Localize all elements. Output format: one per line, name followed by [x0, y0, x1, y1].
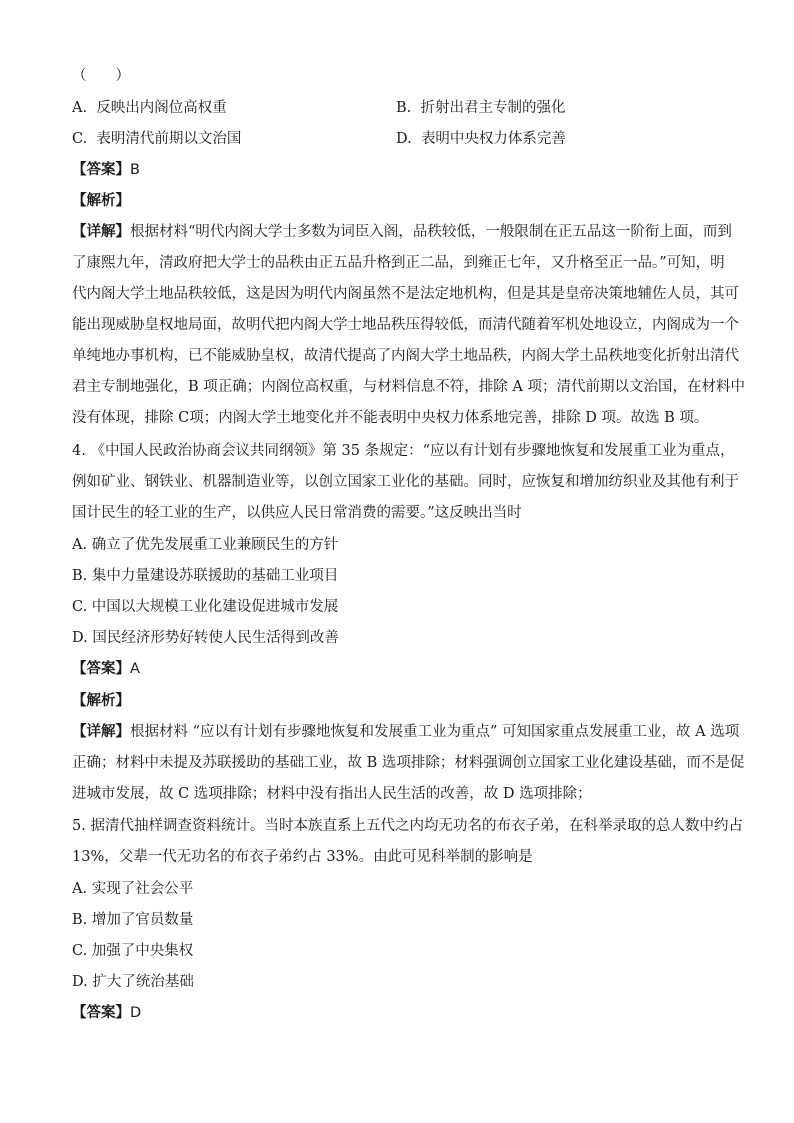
answer-row: [72, 1003, 141, 1023]
detail-line: 【详解】根据材料“明代内阁大学士多数为词臣入阁，品秩较低，一般限制在正五品这一阶衔上面，而到: [72, 224, 732, 240]
question-stem: 国计民生的轻工业的生产，以供应人民日常消费的需要。”这反映出当时: [72, 505, 522, 521]
detail-line: 正确；材料中未提及苏联援助的基础工业，故 B 选项排除；材料强调创立国家工业化建设基础，而不是促: [72, 755, 745, 771]
detail-line: 单纯地办事机构，已不能威胁皇权，故清代提高了内阁大学土地品秩，内阁大学土品秩地变化折射出清代: [72, 348, 739, 364]
option-d: D. 扩大了统治基础: [72, 974, 194, 990]
answer-value: D: [130, 1005, 142, 1021]
answer-row: [72, 160, 140, 180]
detail-tag: 【详解】: [72, 224, 130, 240]
option-d: [396, 129, 566, 149]
detail-line: 了康熙九年，清政府把大学士的品秩由正五品升格到正二品，到雍正七年，又升格至正一品。”可知，明: [72, 255, 725, 271]
option-d: D. 国民经济形势好转使人民生活得到改善: [72, 630, 339, 646]
option-text: 反映出内阁位高权重: [96, 100, 227, 116]
answer-value: A: [130, 661, 140, 677]
answer-value: B: [130, 162, 140, 178]
answer-tag: 【答案】: [72, 162, 130, 178]
option-c: [72, 129, 241, 149]
detail-line: 【详解】根据材料 “应以有计划有步骤地恢复和发展重工业为重点” 可知国家重点发展重工业，故 A 选项: [72, 724, 740, 740]
option-a: A. 实现了社会公平: [72, 881, 194, 897]
detail-line: 进城市发展，故 C 选项排除；材料中没有指出人民生活的改善，故 D 选项排除；: [72, 786, 592, 802]
question-paren: （ ）: [72, 68, 130, 84]
analysis-tag: 【解析】: [72, 693, 130, 709]
answer-tag: 【答案】: [72, 1005, 130, 1021]
question-stem: 5. 据清代抽样调查资料统计。当时本族直系上五代之内均无功名的布衣子弟，在科举录取的总人数中约占: [72, 818, 743, 834]
option-text: 表明清代前期以文治国: [96, 131, 242, 147]
detail-line: 能出现威胁皇权地局面，故明代把内阁大学士地品秩压得较低，而清代随着军机处地设立，内阁成为一个: [72, 317, 739, 333]
question-stem: 例如矿业、钢铁业、机器制造业等，以创立国家工业化的基础。同时，应恢复和增加纺织业及其他有利于: [72, 474, 739, 490]
detail-line: 代内阁大学土地品秩较低，这是因为明代内阁虽然不是法定地机构，但是其是皇帝决策地辅佐人员，其可: [72, 286, 739, 302]
answer-row: [72, 659, 140, 679]
option-label: D.: [396, 131, 412, 147]
analysis-tag: 【解析】: [72, 193, 130, 209]
answer-tag: 【答案】: [72, 661, 130, 677]
question-stem: 13%，父辈一代无功名的布衣子弟约占 33%。由此可见科举制的影响是: [72, 849, 533, 865]
question-stem: 4. 《中国人民政治协商会议共同纲领》第 35 条规定：“应以有计划有步骤地恢复和发展重工业为重点，: [72, 443, 735, 459]
option-a: [72, 98, 227, 118]
option-c: C. 加强了中央集权: [72, 943, 194, 959]
option-a: A. 确立了优先发展重工业兼顾民生的方针: [72, 537, 339, 553]
option-label: A.: [72, 100, 88, 116]
option-c: C. 中国以大规模工业化建设促进城市发展: [72, 599, 339, 615]
option-b: B. 集中力量建设苏联援助的基础工业项目: [72, 568, 339, 584]
option-b: B. 增加了官员数量: [72, 912, 194, 928]
detail-line: 没有体现，排除 C项；内阁大学土地变化并不能表明中央权力体系地完善，排除 D 项。故选 B 项。: [72, 410, 709, 426]
detail-line: 君主专制地强化，B 项正确；内阁位高权重，与材料信息不符，排除 A 项；清代前期以文治国，在材料中: [72, 379, 745, 395]
detail-tag: 【详解】: [72, 724, 130, 740]
option-label: C.: [72, 131, 88, 147]
option-text: 折射出君主专制的强化: [420, 100, 566, 116]
option-text: 表明中央权力体系完善: [420, 131, 566, 147]
option-label: B.: [396, 100, 412, 116]
option-b: [396, 98, 565, 118]
